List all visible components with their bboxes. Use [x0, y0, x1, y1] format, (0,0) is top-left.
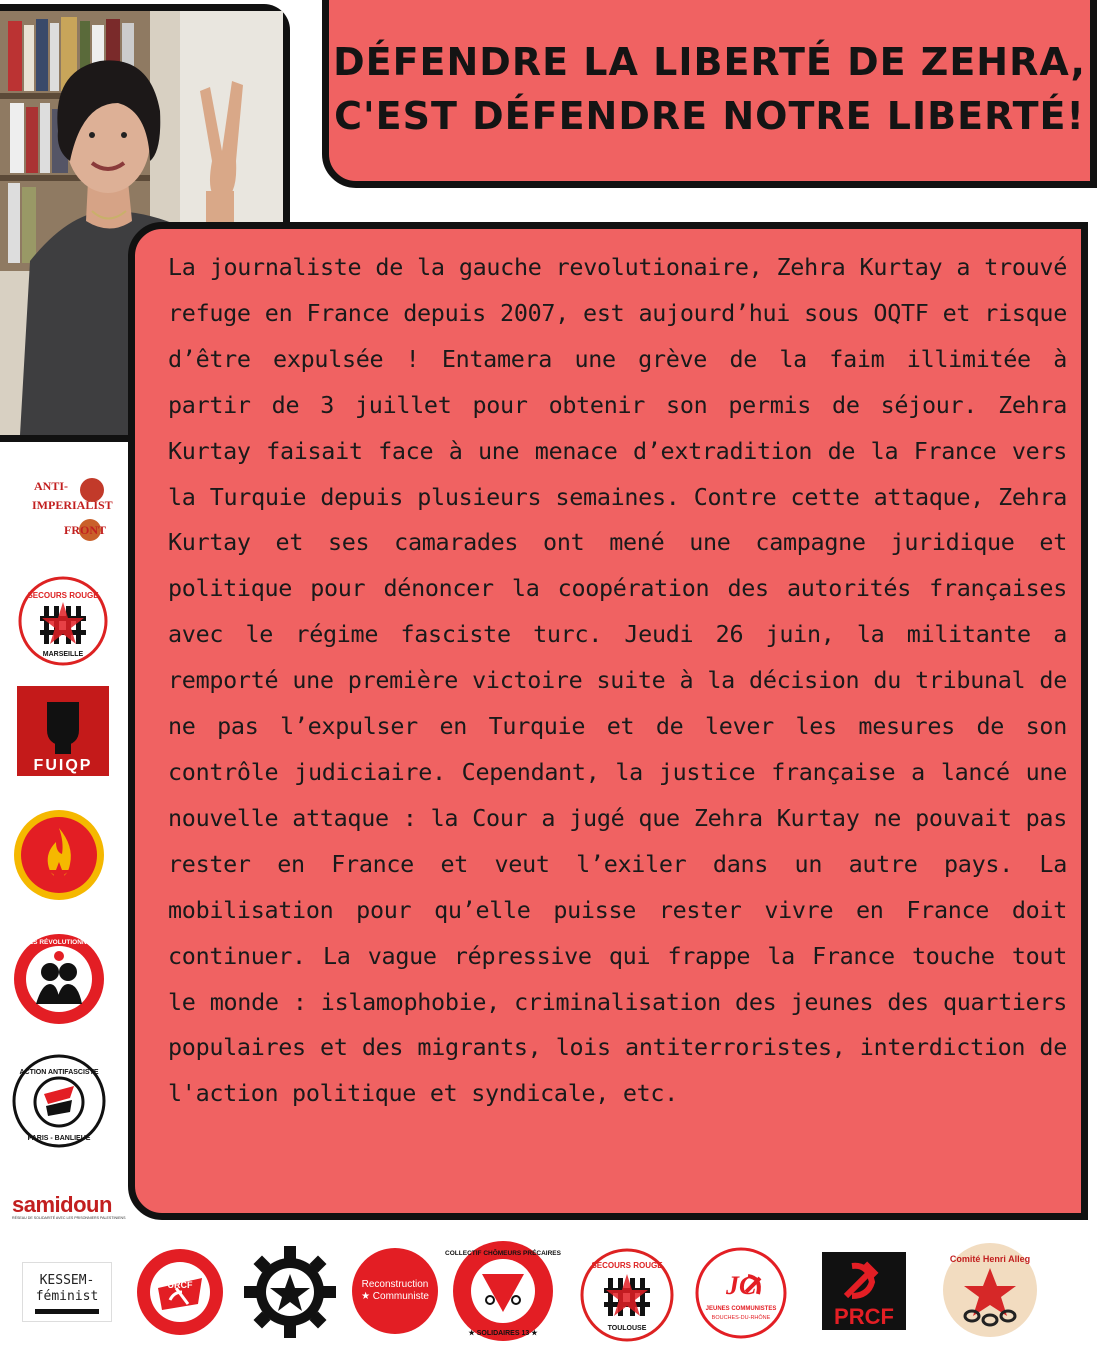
- urcf-label: URCF: [167, 1280, 193, 1290]
- comite-alleg-label: Comité Henri Alleg: [949, 1254, 1031, 1264]
- collectif-chomeurs-logo: [445, 1240, 561, 1342]
- article-text: La journaliste de la gauche revolutionaire, Zehra Kurtay a trouvé refuge en France depuis 2007, est aujourd’hui sous OQTF et risque d’être expulsée ! Entamera une grève de la faim illimitée à partir de 3 juillet pour obtenir son permis de séjour. Zehra Kurtay faisait face à une menace d’extradition de la France vers la Turquie depuis plusieurs semaines. Contre cette attaque, Zehra Kurtay et ses camarades ont mené une campagne juridique et politique pour dénoncer la coopération des autorités françaises avec le régime fasciste turc. Jeudi 26 juin, la militante a remporté une première victoire suite à la décision du tribunal de ne pas l’expulser en Turquie et de lever les mesures de son contrôle judiciaire. Cependant, la justice française a lancé une nouvelle attaque : la Cour a jugé que Zehra Kurtay ne pouvait pas rester en France et veut l’exiler dans un autre pays. La mobilisation pour qu’elle puisse rester vivre en France doit continuer. La vague répressive qui frappe la France touche tout le monde : islamophobie, criminalisation des jeunes des quartiers populaires et des migrants, lois antiterroristes, interdiction de l'action politique et syndicale, etc.: [168, 253, 1067, 1108]
- title-line-1: DÉFENDRE LA LIBERTÉ DE ZEHRA,: [333, 40, 1086, 84]
- jc-line1: JEUNES COMMUNISTES: [705, 1306, 777, 1312]
- jc-mark: JC: [726, 1271, 757, 1300]
- action-antifa-bottom: PARIS - BANLIEUE: [27, 1135, 91, 1142]
- kessem-line1: KESSEM-: [39, 1273, 95, 1288]
- reconstruction-communiste-logo: [352, 1248, 438, 1334]
- action-antifa-top: ACTION ANTIFASCISTE: [19, 1069, 99, 1076]
- samidoun-logo: [12, 1192, 126, 1224]
- title-banner: [322, 0, 1097, 188]
- gear-star-logo: [244, 1246, 336, 1338]
- title-line-2: C'EST DÉFENDRE NOTRE LIBERTÉ!: [334, 94, 1085, 138]
- article-panel: [128, 222, 1088, 1220]
- urcf-logo: [136, 1248, 224, 1336]
- fuiqp-logo: [17, 686, 109, 776]
- kessem-feminist-logo: [22, 1262, 112, 1322]
- anti-imperialist-line2: IMPERIALIST: [32, 498, 113, 512]
- flame-star-logo: [12, 808, 106, 902]
- collectif-bottom: ★ SOLIDAIRES 13 ★: [468, 1330, 538, 1337]
- jeunes-rev-label: JEUNES RÉVOLUTIONNAIRES: [11, 939, 107, 946]
- prcf-label: PRCF: [834, 1304, 894, 1329]
- anti-imperialist-line3: FRONT: [64, 523, 106, 537]
- anti-imperialist-line1: ANTI-: [34, 479, 69, 493]
- secours-marseille-bottom: MARSEILLE: [42, 651, 84, 658]
- anti-imperialist-front-logo: [30, 476, 112, 542]
- kessem-line2: féminist: [35, 1289, 99, 1304]
- action-antifasciste-logo: [12, 1054, 106, 1148]
- secours-rouge-marseille-logo: [18, 576, 108, 666]
- prcf-logo: [822, 1252, 906, 1330]
- comite-henri-alleg-logo: [942, 1242, 1038, 1338]
- jc-line2: BOUCHES-DU-RHÔNE: [711, 1315, 771, 1321]
- secours-toulouse-bottom: TOULOUSE: [607, 1325, 647, 1332]
- samidoun-subtitle: RÉSEAU DE SOLIDARITÉ AVEC LES PRISONNIERS PALESTINIENS: [12, 1216, 126, 1220]
- jeunes-communistes-logo: [696, 1248, 786, 1338]
- reconstruction-line1: Reconstruction: [361, 1279, 429, 1290]
- samidoun-name: samidoun: [12, 1192, 112, 1217]
- collectif-top: COLLECTIF CHÔMEURS PRÉCAIRES: [445, 1250, 561, 1257]
- secours-rouge-toulouse-logo: [580, 1248, 674, 1342]
- secours-marseille-top: SECOURS ROUGE: [27, 591, 99, 600]
- fuiqp-label: FUIQP: [33, 757, 93, 774]
- reconstruction-line2: ★ Communiste: [361, 1291, 429, 1302]
- jeunes-revolutionnaires-logo: [12, 932, 106, 1026]
- secours-toulouse-top: SECOURS ROUGE: [591, 1261, 663, 1270]
